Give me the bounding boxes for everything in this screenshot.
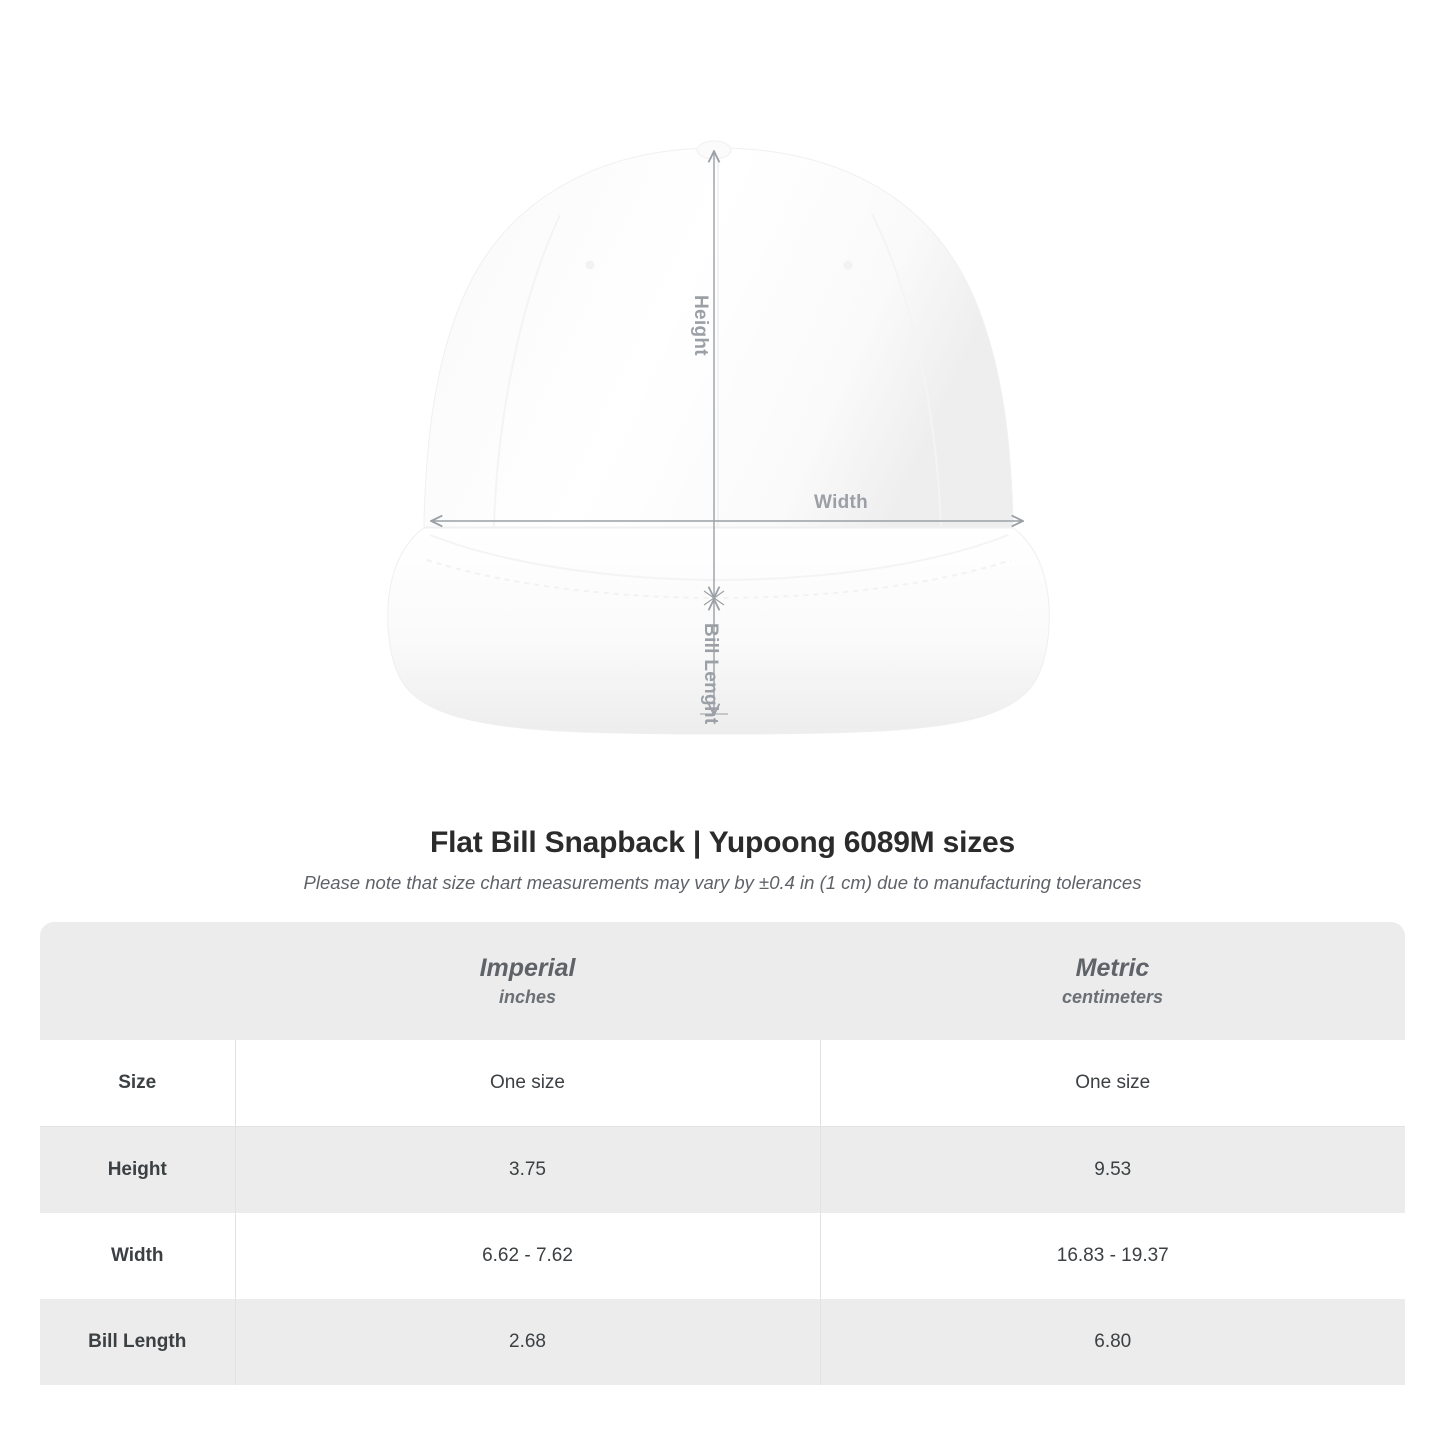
row-label-height: Height: [40, 1127, 235, 1214]
cap-eyelet-left: [586, 261, 595, 270]
title-block: [0, 826, 1445, 894]
header-metric: [820, 922, 1405, 1040]
table-row: [40, 1299, 1405, 1385]
page-title: Flat Bill Snapback | Yupoong 6089M sizes: [429, 826, 1015, 859]
row-label-size: Size: [40, 1040, 235, 1127]
row-label-width: Width: [40, 1213, 235, 1299]
cell-height-metric: 9.53: [820, 1127, 1405, 1214]
header-metric-sub: centimeters: [1061, 986, 1164, 1007]
size-chart-table: [40, 922, 1405, 1385]
cell-bill-length-imperial: 2.68: [235, 1299, 820, 1385]
table-header-row: [40, 922, 1405, 1040]
size-chart-table-wrap: [40, 922, 1405, 1385]
table-row: [40, 1213, 1405, 1299]
cell-size-imperial: One size: [235, 1040, 820, 1127]
row-label-bill-length: Bill Length: [40, 1299, 235, 1385]
header-imperial-sub: inches: [498, 986, 557, 1007]
bill-length-label-line2: Lenght: [700, 659, 721, 725]
width-label: Width: [814, 492, 869, 513]
cell-width-metric: 16.83 - 19.37: [820, 1213, 1405, 1299]
header-imperial-name: Imperial: [479, 954, 576, 983]
cell-width-imperial: 6.62 - 7.62: [235, 1213, 820, 1299]
bill-length-label-line1: Bill: [700, 623, 721, 654]
cell-bill-length-metric: 6.80: [820, 1299, 1405, 1385]
header-metric-name: Metric: [1075, 954, 1150, 983]
height-label: Height: [689, 295, 711, 356]
bill-length-label: [676, 623, 720, 724]
cell-height-imperial: 3.75: [235, 1127, 820, 1214]
header-imperial: [235, 922, 820, 1040]
table-row: [40, 1040, 1405, 1127]
tolerance-note: Please note that size chart measurements may vary by ±0.4 in (1 cm) due to manufacturing tolerances: [303, 872, 1142, 893]
table-row: [40, 1127, 1405, 1214]
header-spacer: [40, 922, 235, 1040]
cap-eyelet-right: [844, 261, 853, 270]
cell-size-metric: One size: [820, 1040, 1405, 1127]
